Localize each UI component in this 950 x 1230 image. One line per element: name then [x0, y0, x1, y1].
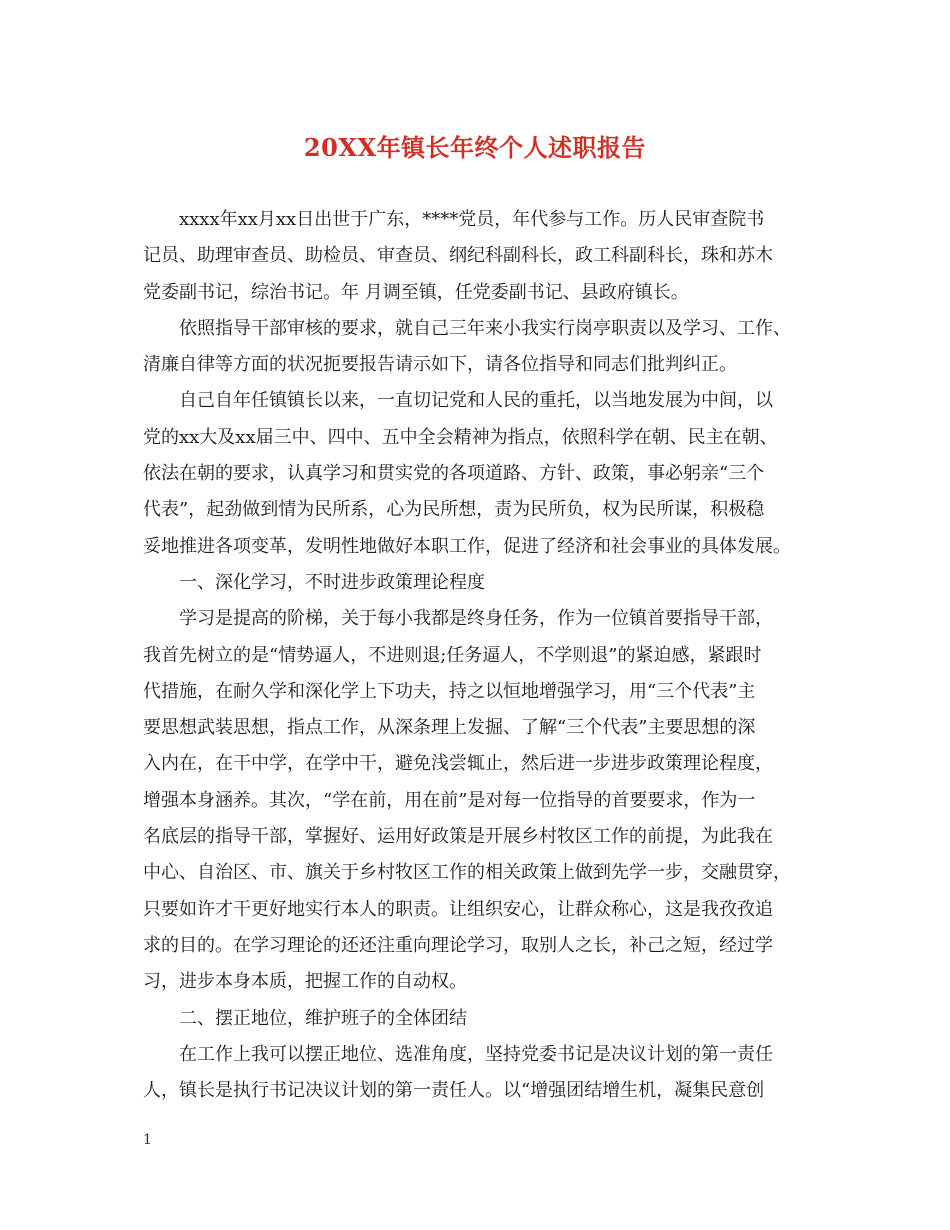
paragraph-line: 党委副书记，综治书记。年 月调至镇，任党委副书记、县政府镇长。 [143, 281, 689, 303]
paragraph-line: 代表”，起劲做到情为民所系，心为民所想，责为民所负，权为民所谋，积极稳 [143, 499, 765, 521]
section-heading: 二、摆正地位，维护班子的全体团结 [179, 1007, 467, 1029]
paragraph-line: 要思想武装思想，指点工作，从深条理上发掘、了解“三个代表”主要思想的深 [143, 717, 756, 739]
paragraph-line: 人，镇长是执行书记决议计划的第一责任人。以“增强团结增生机，凝集民意创 [143, 1080, 765, 1102]
paragraph-line: 妥地推进各项变革，发明性地做好本职工作，促进了经济和社会事业的具体发展。 [143, 535, 791, 557]
section-heading: 一、深化学习，不时进步政策理论程度 [179, 571, 485, 593]
document-body [143, 202, 811, 1109]
paragraph-line: 入内在，在干中学，在学中干，避免浅尝辄止，然后进一步进步政策理论程度， [143, 753, 773, 775]
paragraph-line: 增强本身涵养。其次，“学在前，用在前”是对每一位指导的首要要求，作为一 [143, 789, 756, 811]
paragraph-line: 依照指导干部审核的要求，就自己三年来小我实行岗亭职责以及学习、工作、 [179, 317, 791, 339]
paragraph-line: 自己自年任镇镇长以来，一直切记党和人民的重托，以当地发展为中间，以 [179, 390, 773, 412]
paragraph-line: 中心、自治区、市、旗关于乡村牧区工作的相关政策上做到先学一步，交融贯穿， [143, 862, 791, 884]
paragraph-line: xxxx年xx月xx日出世于广东，****党员，年代参与工作。历人民审查院书 [179, 209, 765, 230]
paragraph-line: 在工作上我可以摆正地位、选准角度，坚持党委书记是决议计划的第一责任 [179, 1043, 773, 1065]
paragraph-line: 清廉自律等方面的状况扼要报告请示如下，请各位指导和同志们批判纠正。 [143, 354, 737, 376]
document-title: 20XX年镇长年终个人述职报告 [303, 133, 647, 162]
paragraph-line: 我首先树立的是“情势逼人，不进则退;任务逼人，不学则退”的紧迫感，紧跟时 [143, 644, 762, 666]
paragraph-line: 记员、助理审查员、助检员、审查员、纲纪科副科长，政工科副科长，珠和苏木 [143, 245, 773, 267]
paragraph-line: 代措施，在耐久学和深化学上下功夫，持之以恒地增强学习，用“三个代表”主 [143, 680, 756, 702]
paragraph-line: 依法在朝的要求，认真学习和贯实党的各项道路、方针、政策，事必躬亲“三个 [143, 463, 765, 485]
page-number: 1 [143, 1132, 152, 1148]
paragraph-line: 求的目的。在学习理论的还还注重向理论学习，取别人之长，补己之短，经过学 [143, 934, 773, 956]
paragraph-line: 学习是提高的阶梯，关于每小我都是终身任务，作为一位镇首要指导干部， [179, 608, 773, 630]
paragraph-line: 习，进步本身本质，把握工作的自动权。 [143, 971, 467, 993]
paragraph-line: 只要如许才干更好地实行本人的职责。让组织安心，让群众称心，这是我孜孜追 [143, 898, 773, 920]
paragraph-line: 党的xx大及xx届三中、四中、五中全会精神为指点，依照科学在朝、民主在朝、 [143, 426, 778, 448]
paragraph-line: 名底层的指导干部，掌握好、运用好政策是开展乡村牧区工作的前提，为此我在 [143, 826, 773, 848]
